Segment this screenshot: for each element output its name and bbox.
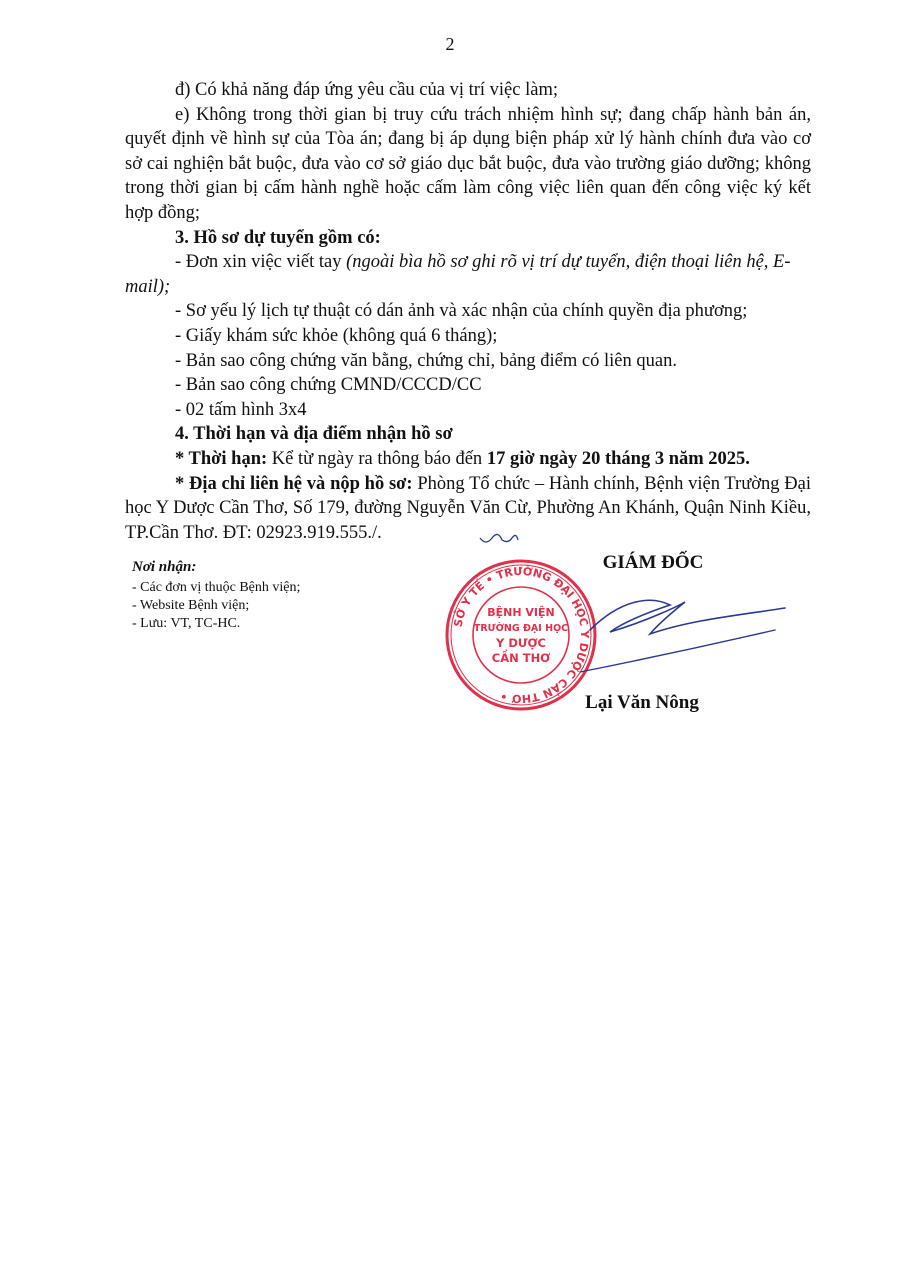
- page-number: 2: [445, 34, 455, 54]
- item1-text: - Đơn xin việc viết tay: [175, 252, 347, 273]
- seal-line-2: TRƯỜNG ĐẠI HỌC: [473, 623, 569, 634]
- seal-line-3: Y DƯỢC: [496, 636, 546, 650]
- paragraph-e: e) Không trong thời gian bị truy cứu trách nhiệm hình sự; đang chấp hành bản án, quyết định về hình sự của Tòa án; đang bị áp dụng biện pháp xử lý hành chính đưa vào cơ sở cai nghiện bắt buộc, đưa vào cơ sở giáo dục bắt buộc, đưa vào trường giáo dưỡng; không trong thời gian bị cấm hành nghề hoặc cấm làm công việc liên quan đến công việc ký kết hợp đồng;: [125, 104, 811, 223]
- handwritten-signature-icon: [560, 590, 790, 680]
- section3-item-5: - Bản sao công chứng CMND/CCCD/CC: [175, 375, 482, 396]
- address-text: Phòng Tổ chức – Hành chính, Bệnh viện Trường Đại học Y Dược Cần Thơ, Số 179, đường Nguyễn Văn Cừ, Phường An Khánh, Quận Ninh Kiều, TP.Cần Thơ. ĐT: 02923.919.555./.: [125, 473, 811, 543]
- seal-line-4: CẦN THƠ: [491, 651, 551, 665]
- item1-note: (ngoài bìa hồ sơ ghi rõ vị trí dự tuyển, điện thoại liên hệ, E-mail);: [125, 252, 791, 297]
- recipient-item: - Lưu: VT, TC-HC.: [132, 616, 241, 631]
- section3-heading: 3. Hồ sơ dự tuyển gồm có:: [175, 227, 381, 248]
- seal-line-1: BỆNH VIỆN: [487, 606, 555, 619]
- recipients-title: Nơi nhận:: [132, 559, 197, 575]
- initial-mark-icon: [478, 532, 520, 550]
- deadline-label: * Thời hạn:: [175, 448, 268, 469]
- recipient-item: - Các đơn vị thuộc Bệnh viện;: [132, 580, 301, 595]
- section4-heading: 4. Thời hạn và địa điểm nhận hồ sơ: [175, 424, 453, 445]
- address-label: * Địa chỉ liên hệ và nộp hồ sơ:: [175, 473, 413, 494]
- address-line: [125, 472, 811, 546]
- recipients-block: [132, 558, 300, 633]
- deadline-line: [125, 447, 811, 472]
- section3-item-1: [125, 250, 811, 299]
- recipient-item: - Website Bệnh viện;: [132, 598, 250, 613]
- section3-item-2: - Sơ yếu lý lịch tự thuật có dán ảnh và xác nhận của chính quyền địa phương;: [175, 301, 748, 322]
- deadline-value: 17 giờ ngày 20 tháng 3 năm 2025.: [486, 448, 750, 469]
- signer-title: GIÁM ĐỐC: [602, 552, 704, 573]
- paragraph-d: đ) Có khả năng đáp ứng yêu cầu của vị trí việc làm;: [175, 80, 558, 100]
- section3-item-4: - Bản sao công chứng văn bằng, chứng chỉ, bảng điểm có liên quan.: [175, 350, 677, 371]
- seal-outer-text: SỞ Y TẾ • TRƯỜNG ĐẠI HỌC Y DƯỢC CẦN THƠ •: [451, 564, 592, 706]
- deadline-text: Kể từ ngày ra thông báo đến: [267, 448, 487, 469]
- signer-name: Lại Văn Nông: [585, 692, 699, 713]
- document-body: [125, 78, 811, 545]
- section3-item-6: - 02 tấm hình 3x4: [175, 399, 307, 420]
- section3-item-3: - Giấy khám sức khỏe (không quá 6 tháng);: [175, 325, 498, 346]
